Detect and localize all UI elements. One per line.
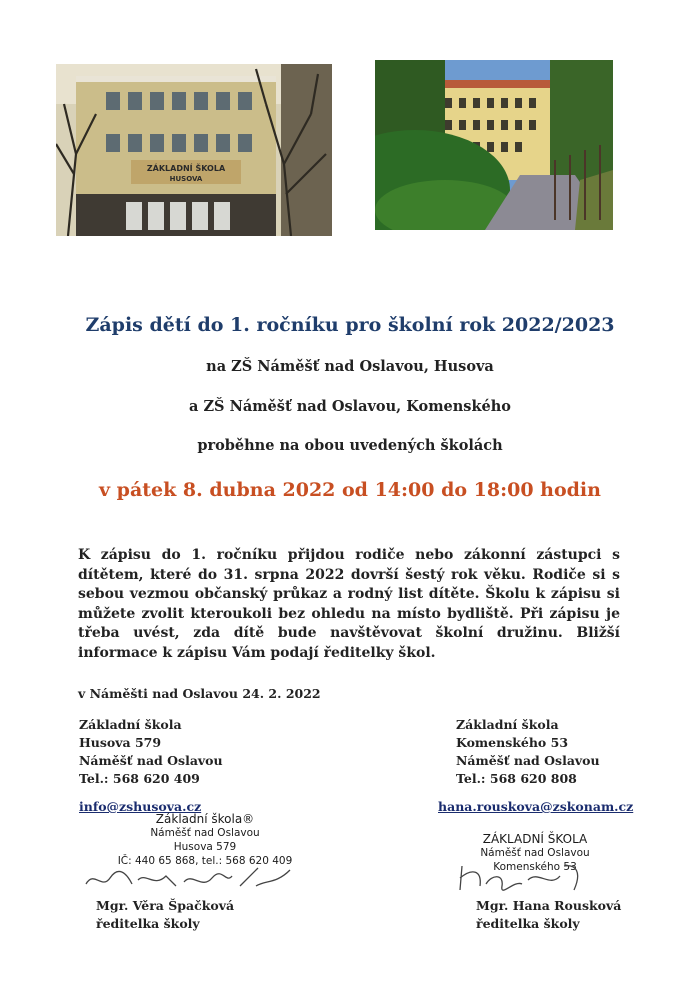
page-title: Zápis dětí do 1. ročníku pro školní rok 2022/2023 xyxy=(85,314,615,336)
signer-husova xyxy=(96,897,234,933)
school-name: Základní škola xyxy=(456,717,559,732)
signer-komenskeho xyxy=(476,897,621,933)
signer-name: Mgr. Hana Rousková xyxy=(476,898,622,913)
school-town: Náměšť nad Oslavou xyxy=(456,753,600,768)
school-town: Náměšť nad Oslavou xyxy=(79,753,223,768)
school-husova-photo xyxy=(56,64,332,236)
stamp-line: Základní škola® xyxy=(155,812,255,826)
enrollment-date: v pátek 8. dubna 2022 od 14:00 do 18:00 hodin xyxy=(99,479,601,501)
address-husova xyxy=(79,716,223,788)
info-paragraph: K zápisu do 1. ročníku přijdou rodiče nebo zákonní zástupci s dítětem, které do 31. srpna 2022 dovrší šestý rok věku. Rodiče si s sebou vezmou občanský průkaz a rodný list dítěte. Školu k zápisu si můžete zvolit kteroukoli bez ohledu na místo bydliště. Při zápisu je třeba uvést, zda dítě bude navštěvovat školní družinu. Bližší informace k zápisu Vám podají ředitelky škol. xyxy=(78,547,620,661)
stamp-line: ZÁKLADNÍ ŠKOLA xyxy=(482,832,588,846)
school-phone: Tel.: 568 620 808 xyxy=(456,771,577,786)
stamp-line: Komenského 53 xyxy=(493,861,577,873)
email-link-komenskeho[interactable]: hana.rouskova@zskonam.cz xyxy=(438,799,634,814)
place-and-date: v Náměšti nad Oslavou 24. 2. 2022 xyxy=(78,686,321,701)
school-sign-line1: ZÁKLADNÍ ŠKOLA xyxy=(146,164,226,173)
both-schools-line: proběhne na obou uvedených školách xyxy=(197,437,503,454)
school-komenskeho-photo xyxy=(375,60,613,230)
school-line-husova: na ZŠ Náměšť nad Oslavou, Husova xyxy=(206,358,494,375)
signer-name: Mgr. Věra Špačková xyxy=(96,898,235,913)
school-line-komenskeho: a ZŠ Náměšť nad Oslavou, Komenského xyxy=(189,398,511,415)
signature-husova xyxy=(80,860,300,894)
signer-role: ředitelka školy xyxy=(96,916,200,931)
email-link-husova[interactable]: info@zshusova.cz xyxy=(79,799,202,814)
school-street: Komenského 53 xyxy=(456,735,569,750)
school-name: Základní škola xyxy=(79,717,182,732)
stamp-line: Náměšť nad Oslavou xyxy=(480,847,590,859)
stamp-line: Husova 579 xyxy=(173,841,237,853)
signer-role: ředitelka školy xyxy=(476,916,580,931)
signature-komenskeho xyxy=(452,860,592,894)
school-street: Husova 579 xyxy=(79,735,162,750)
stamp-line: Náměšť nad Oslavou xyxy=(150,827,260,839)
school-phone: Tel.: 568 620 409 xyxy=(79,771,200,786)
stamp-line: IČ: 440 65 868, tel.: 568 620 409 xyxy=(117,855,293,867)
address-komenskeho xyxy=(456,716,600,788)
school-sign-line2: HUSOVA xyxy=(169,175,203,183)
